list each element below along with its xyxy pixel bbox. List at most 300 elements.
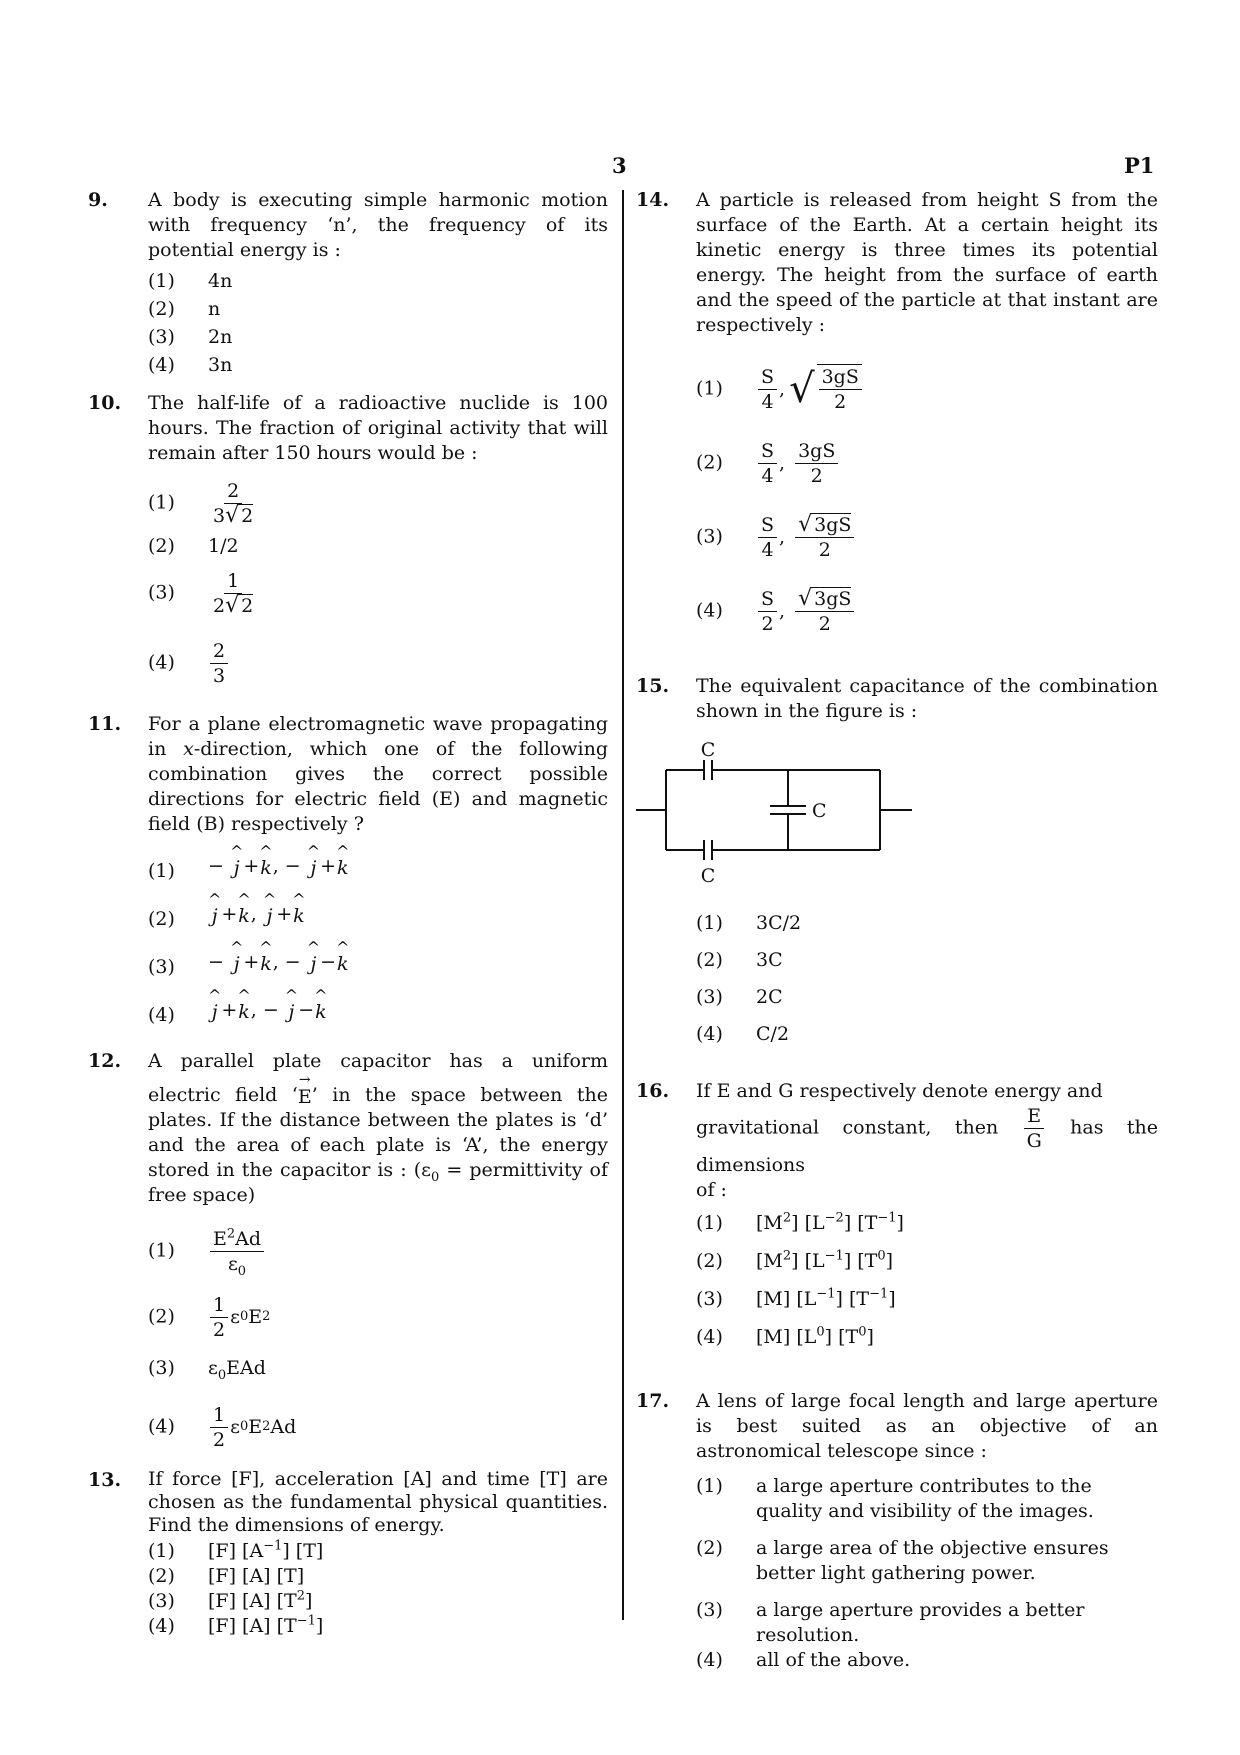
option-2[interactable]: [696, 1249, 1158, 1287]
denominator: 2: [818, 612, 831, 635]
option-text: 3C/2: [756, 912, 802, 934]
option-text: [F] [A] [T]: [208, 1565, 305, 1587]
coefficient: 3: [213, 504, 226, 527]
top-capacitor-label: C: [700, 739, 716, 761]
denominator: 2: [818, 538, 831, 561]
radicand: 2: [241, 594, 254, 617]
sign: −: [262, 999, 285, 1021]
question-number: 16.: [636, 1080, 670, 1102]
radicand: 3gS: [814, 513, 852, 536]
height-fraction: [758, 513, 777, 562]
options: [148, 842, 608, 1039]
option-4[interactable]: [148, 986, 608, 1039]
options: [696, 1474, 1158, 1678]
option-text: a large area of the objective ensures better light gathering power.: [756, 1537, 1109, 1584]
unit-vector-k: [259, 842, 273, 879]
option-number: (4): [148, 1004, 175, 1026]
symbol: [M: [756, 1212, 783, 1234]
hat-icon: ^: [208, 890, 222, 909]
sqrt-icon: √: [225, 592, 240, 618]
subscript: 0: [237, 1263, 247, 1279]
options: [696, 1211, 1158, 1363]
option-2[interactable]: [148, 297, 608, 325]
speed-fraction: [795, 439, 838, 488]
option-text: 3n: [208, 354, 233, 376]
symbol: ε: [208, 1357, 218, 1379]
superscript: −2: [824, 1210, 844, 1226]
option-number: (4): [696, 1023, 723, 1045]
superscript: 2: [782, 1210, 792, 1226]
unit-vector-j: [229, 842, 244, 879]
numerator: 3gS: [795, 439, 838, 464]
option-number: (2): [148, 535, 175, 557]
separator: ,: [779, 377, 786, 400]
superscript: −1: [263, 1538, 283, 1554]
option-2[interactable]: [696, 948, 1158, 985]
question-9: [88, 188, 608, 381]
unit-letter: j: [266, 905, 273, 927]
unit-vector-j: [229, 938, 244, 975]
question-number: 9.: [88, 189, 108, 211]
symbol: ] [T: [843, 1212, 878, 1234]
sign: +: [243, 951, 260, 973]
sqrt-icon: √: [798, 511, 813, 537]
option-text: 1/2: [208, 535, 239, 557]
sign: +: [221, 999, 238, 1021]
option-number: (2): [696, 1537, 723, 1559]
option-2[interactable]: [148, 1564, 608, 1589]
option-text: 4n: [208, 270, 233, 292]
unit-vector-j: [208, 890, 222, 927]
fraction: [210, 639, 228, 688]
fraction: [210, 1226, 264, 1279]
fraction: [210, 569, 256, 618]
hat-icon: ^: [314, 986, 328, 1005]
symbol: ]: [866, 1326, 874, 1348]
symbol: ] [T: [835, 1288, 870, 1310]
options: [148, 269, 608, 381]
question-number: 17.: [636, 1390, 670, 1412]
separator: ,: [779, 525, 786, 548]
denominator: 2: [761, 612, 774, 635]
hat-icon: ^: [336, 842, 350, 861]
text-part: For a plane electromagnetic wave propagating in: [148, 713, 608, 760]
option-number: (2): [148, 1305, 175, 1328]
question-text: If force [F], acceleration [A] and time [T] are chosen as the fundamental physical quantities. Find the dimensions of energy.: [148, 1468, 608, 1536]
option-2[interactable]: (2) $\frac{1}{2}$ ε 0 E 2: [148, 1293, 271, 1341]
denominator: 4: [761, 538, 774, 561]
hat-icon: ^: [259, 842, 273, 861]
denominator: [225, 1252, 249, 1279]
question-number: 15.: [636, 675, 670, 697]
question-text: A particle is released from height S from the surface of the Earth. At a certain height its kinetic energy is three times its potential energy. The height from the surface of earth and the speed of the particle at that instant are respectively :: [696, 189, 1158, 336]
text-part: of :: [696, 1179, 727, 1201]
sign: −: [208, 951, 230, 973]
question-text: [148, 1049, 608, 1208]
numerator: 2: [210, 639, 228, 664]
option-text: 3C: [756, 949, 783, 971]
unit-vector-j: [306, 842, 321, 879]
symbol: [M] [L: [756, 1288, 817, 1310]
option-4[interactable]: (4) $\frac{1}{2}$ ε 0 E 2 Ad: [148, 1403, 297, 1451]
height-fraction: [758, 439, 777, 488]
option-text: a large aperture provides a better resolution.: [756, 1599, 1085, 1646]
option-3[interactable]: [148, 938, 608, 991]
question-text: [696, 1079, 1158, 1203]
option-3[interactable]: [148, 562, 608, 624]
unit-letter: j: [233, 857, 240, 879]
option-3[interactable]: [696, 985, 1158, 1022]
symbol: ]: [896, 1212, 904, 1234]
option-1[interactable]: [148, 842, 608, 895]
symbol: ] [L: [791, 1250, 825, 1272]
unit-vector-k: [336, 938, 350, 975]
capacitor-circuit-diagram: [636, 730, 976, 900]
option-number: (1): [696, 377, 723, 400]
option-number: (2): [696, 949, 723, 971]
numerator: S: [758, 587, 777, 612]
text-part: field ‘: [235, 1084, 298, 1106]
denominator: 2: [213, 1428, 226, 1451]
unit-vector-j: [262, 890, 277, 927]
superscript: 0: [816, 1324, 825, 1340]
option-text: n: [208, 298, 221, 320]
option-number: (1): [148, 1239, 175, 1262]
sign: +: [221, 903, 238, 925]
option-number: (1): [696, 1475, 723, 1497]
numerator: S: [758, 439, 777, 464]
option-number: (4): [696, 1649, 723, 1671]
option-1[interactable]: [696, 352, 1158, 426]
separator: ,: [250, 999, 263, 1021]
option-4[interactable]: [696, 574, 1158, 648]
symbol: ] [T: [824, 1326, 859, 1348]
separator: ,: [250, 903, 263, 925]
option-1[interactable]: [148, 1218, 608, 1284]
fraction: [210, 479, 256, 528]
option-4[interactable]: [696, 1022, 1158, 1059]
text-part: ’ in the space between the plates. If the distance between the plates is ‘d’ and the area of each plate is ‘A’, the energy stored in the capacitor is : (ε: [148, 1084, 608, 1181]
question-text: The equivalent capacitance of the combination shown in the figure is :: [696, 675, 1158, 722]
option-number: (1): [148, 860, 175, 882]
symbol: ε: [227, 1252, 238, 1275]
option-number: (3): [696, 1599, 723, 1621]
symbol: [F] [A: [208, 1540, 264, 1562]
option-number: (1): [148, 491, 175, 514]
unit-letter: k: [260, 953, 272, 975]
symbol: Ad: [235, 1227, 262, 1250]
text-part: A parallel plate capacitor has a uniform electric: [148, 1050, 608, 1106]
option-2[interactable]: [696, 426, 1158, 500]
unit-vector-k: [237, 986, 251, 1023]
denominator: 2: [810, 464, 823, 487]
vector-e: [298, 1074, 312, 1108]
option-1[interactable]: [148, 1539, 608, 1564]
superscript: −1: [816, 1286, 836, 1302]
text-part: = permittivity of free space): [148, 1159, 608, 1206]
variable: x: [183, 738, 194, 760]
separator: ,: [779, 599, 786, 622]
sqrt-icon: √: [798, 585, 813, 611]
hat-icon: ^: [306, 938, 321, 957]
question-number: 14.: [636, 189, 670, 211]
superscript: 0: [877, 1248, 886, 1264]
bottom-capacitor-label: C: [700, 865, 716, 887]
paper-code: P1: [1124, 153, 1155, 178]
unit-letter: j: [288, 1001, 295, 1023]
middle-capacitor-label: C: [812, 800, 827, 822]
page-number: 3: [612, 153, 627, 178]
question-10: [88, 391, 608, 702]
column-divider: [622, 190, 624, 1620]
option-number: (1): [148, 270, 175, 292]
denominator: G: [1026, 1130, 1042, 1152]
subscript: 0: [217, 1367, 227, 1383]
numerator: S: [758, 513, 777, 538]
option-3[interactable]: [148, 1350, 608, 1396]
numerator: E: [1024, 1104, 1044, 1129]
option-number: (4): [696, 1326, 723, 1348]
unit-letter: j: [233, 953, 240, 975]
symbol: Ad: [270, 1415, 297, 1438]
option-2[interactable]: [148, 890, 608, 943]
question-number: 10.: [88, 392, 122, 414]
option-number: (2): [148, 908, 175, 930]
option-4[interactable]: [696, 1648, 1158, 1678]
unit-vector-k: [237, 890, 251, 927]
unit-letter: k: [238, 905, 250, 927]
right-column: [636, 188, 1158, 1678]
symbol: ]: [305, 1590, 313, 1612]
option-1[interactable]: [696, 1211, 1158, 1249]
numerator: 2: [224, 479, 242, 504]
option-2[interactable]: [148, 534, 608, 562]
question-number: 13.: [88, 1469, 122, 1491]
options: [696, 352, 1158, 648]
denominator: 2: [213, 1318, 226, 1341]
unit-vector-k: [314, 986, 328, 1023]
denominator: [210, 594, 256, 618]
radicand: 3gS: [814, 587, 852, 610]
question-number: 12.: [88, 1050, 122, 1072]
unit-letter: k: [315, 1001, 327, 1023]
symbol: ] [T: [843, 1250, 878, 1272]
height-fraction: [758, 587, 777, 636]
numerator: 1: [224, 569, 242, 594]
superscript: 2: [226, 1226, 236, 1242]
symbol: [M: [756, 1250, 783, 1272]
option-text: C/2: [756, 1023, 790, 1045]
option-4[interactable]: [148, 353, 608, 381]
unit-letter: k: [293, 905, 305, 927]
question-13: [88, 1468, 608, 1639]
option-3[interactable]: [696, 1287, 1158, 1325]
text-part: If E and G respectively denote energy and: [696, 1080, 1103, 1102]
option-text: a large aperture contributes to the quality and visibility of the images.: [756, 1475, 1094, 1522]
symbol: E: [297, 1086, 312, 1108]
option-number: (4): [148, 1615, 175, 1637]
question-text: The half-life of a radioactive nuclide is 100 hours. The fraction of original activity that will remain after 150 hours would be :: [148, 392, 608, 464]
option-4[interactable]: [148, 624, 608, 702]
option-number: (2): [696, 1250, 723, 1272]
denominator: 4: [761, 464, 774, 487]
superscript: 2: [296, 1588, 306, 1604]
question-number: 11.: [88, 713, 122, 735]
question-text: A body is executing simple harmonic motion with frequency ‘n’, the frequency of its potential energy is :: [148, 189, 608, 261]
symbol: EAd: [226, 1357, 266, 1379]
arrow-icon: →: [298, 1072, 311, 1088]
option-1[interactable]: [696, 1474, 1158, 1536]
question-16: [636, 1079, 1158, 1363]
speed-fraction: [795, 513, 854, 562]
options: [148, 472, 608, 702]
hat-icon: ^: [237, 890, 251, 909]
symbol: ]: [885, 1250, 894, 1272]
denominator: 3: [213, 664, 226, 687]
text-part: -direction, which one of the following combination gives the correct possible directions for electric field (E) and magnetic field (B) respectively ?: [148, 738, 608, 835]
option-number: (4): [148, 354, 175, 376]
coefficient: 2: [213, 594, 226, 617]
unit-letter: j: [310, 953, 317, 975]
option-text: 2C: [756, 986, 783, 1008]
option-text: 2n: [208, 326, 233, 348]
separator: ,: [779, 451, 786, 474]
superscript: 0: [858, 1324, 867, 1340]
unit-vector-k: [292, 890, 306, 927]
question-11: [88, 712, 608, 1039]
option-3[interactable]: [148, 325, 608, 353]
speed-fraction: [795, 587, 854, 636]
sign: +: [276, 903, 293, 925]
option-number: (3): [696, 986, 723, 1008]
unit-vector-k: [259, 938, 273, 975]
question-text: [148, 712, 608, 837]
options: [696, 911, 1158, 1059]
option-1[interactable]: [696, 911, 1158, 948]
option-3[interactable]: [696, 1598, 1158, 1648]
option-number: (2): [148, 298, 175, 320]
sqrt-icon: √: [225, 502, 240, 528]
sign: +: [320, 855, 337, 877]
unit-letter: k: [337, 953, 349, 975]
option-number: (3): [148, 581, 175, 604]
symbol: ε: [230, 1305, 240, 1328]
hat-icon: ^: [336, 938, 350, 957]
sign: −: [284, 855, 307, 877]
height-fraction: [758, 365, 777, 414]
option-number: (4): [696, 599, 723, 622]
unit-letter: j: [310, 857, 317, 879]
superscript: −1: [296, 1613, 316, 1629]
question-12: [88, 1049, 608, 1458]
numerator: S: [758, 365, 777, 390]
symbol: E: [248, 1305, 263, 1328]
fraction: [210, 1293, 228, 1342]
hat-icon: ^: [262, 890, 277, 909]
symbol: ]: [888, 1288, 896, 1310]
option-1[interactable]: [148, 269, 608, 297]
separator: ,: [272, 951, 285, 973]
numerator: [795, 513, 854, 538]
option-number: (1): [696, 912, 723, 934]
question-text: A lens of large focal length and large aperture is best suited as an objective of an astronomical telescope since :: [696, 1390, 1158, 1462]
options: [148, 1218, 608, 1458]
option-number: (3): [148, 1357, 175, 1379]
sign: −: [298, 999, 315, 1021]
symbol: ]: [315, 1615, 324, 1637]
numerator: 1: [210, 1293, 228, 1318]
symbol: [F] [A] [T: [208, 1590, 297, 1612]
options: [148, 1539, 608, 1639]
unit-letter: k: [260, 857, 272, 879]
option-4[interactable]: [696, 1325, 1158, 1363]
option-number: (2): [148, 1565, 175, 1587]
text-part: gravitational constant, then: [696, 1116, 1022, 1139]
unit-vector-j: [284, 986, 299, 1023]
text-line: [696, 1104, 1158, 1178]
option-1[interactable]: [148, 472, 608, 534]
radicand: 2: [241, 504, 254, 527]
unit-letter: j: [211, 905, 218, 927]
hat-icon: ^: [229, 938, 244, 957]
question-17: [636, 1389, 1158, 1678]
numerator: 3gS: [819, 365, 862, 390]
symbol: [M] [L: [756, 1326, 817, 1348]
numerator: 1: [210, 1403, 228, 1428]
unit-vector-k: [336, 842, 350, 879]
option-3[interactable]: [696, 500, 1158, 574]
separator: ,: [272, 855, 285, 877]
left-column: [88, 188, 608, 1639]
unit-letter: k: [238, 1001, 250, 1023]
option-number: (2): [696, 451, 723, 474]
superscript: −1: [824, 1248, 844, 1264]
option-number: (3): [696, 525, 723, 548]
option-3[interactable]: [148, 1589, 608, 1614]
option-number: (4): [148, 1415, 175, 1438]
denominator: 4: [761, 390, 774, 413]
numerator: [210, 1227, 264, 1252]
hat-icon: ^: [284, 986, 299, 1005]
sign: +: [243, 855, 260, 877]
option-4[interactable]: [148, 1614, 608, 1639]
hat-icon: ^: [229, 842, 244, 861]
unit-vector-j: [208, 986, 222, 1023]
option-number: (4): [148, 651, 175, 674]
option-2[interactable]: [696, 1536, 1158, 1598]
sign: −: [208, 855, 230, 877]
option-number: (1): [148, 1540, 175, 1562]
superscript: −1: [869, 1286, 889, 1302]
option-text: all of the above.: [756, 1649, 911, 1671]
hat-icon: ^: [259, 938, 273, 957]
speed-fraction: [817, 364, 862, 414]
hat-icon: ^: [237, 986, 251, 1005]
question-15: [636, 674, 1158, 1059]
fraction: [210, 1403, 228, 1452]
sign: −: [284, 951, 307, 973]
superscript: 2: [782, 1248, 792, 1264]
unit-letter: k: [337, 857, 349, 879]
hat-icon: ^: [292, 890, 306, 909]
symbol: ] [L: [791, 1212, 825, 1234]
hat-icon: ^: [208, 986, 222, 1005]
denominator: 2: [834, 391, 847, 413]
symbol: E: [213, 1227, 227, 1250]
superscript: −1: [877, 1210, 897, 1226]
option-number: (3): [148, 956, 175, 978]
hat-icon: ^: [306, 842, 321, 861]
